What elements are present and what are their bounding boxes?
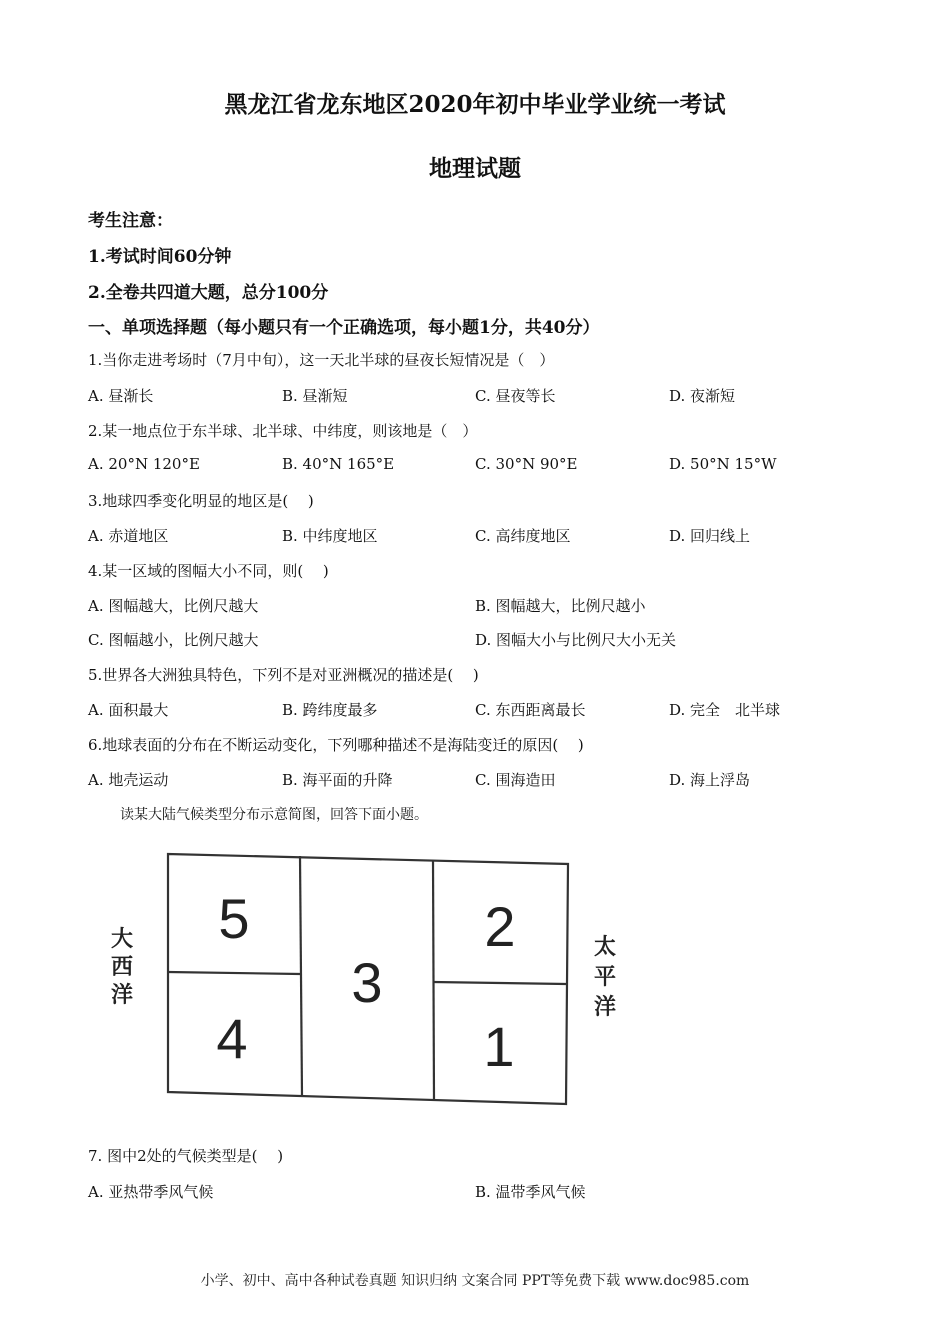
pacific-label-char: 太 xyxy=(593,935,616,960)
pacific-label xyxy=(592,933,618,1023)
option-b: B. 昼渐短 xyxy=(282,387,348,405)
divider-line xyxy=(433,860,434,1100)
atlantic-label-char: 洋 xyxy=(110,983,134,1008)
option-c: C. 围海造田 xyxy=(475,771,556,789)
region-label-2: 2 xyxy=(484,895,516,958)
option-b: B. 温带季风气候 xyxy=(475,1183,586,1201)
climate-diagram xyxy=(100,846,600,1106)
region-label-4: 4 xyxy=(216,1007,248,1070)
notice-item: 2.全卷共四道大题，总分100分 xyxy=(88,283,329,303)
region-label-3: 3 xyxy=(351,951,383,1014)
option-d: D. 回归线上 xyxy=(669,527,751,545)
option-a: A. 亚热带季风气候 xyxy=(88,1183,214,1201)
divider-line xyxy=(433,982,566,984)
option-c: C. 高纬度地区 xyxy=(475,527,571,545)
question-text: 3.地球四季变化明显的地区是( ) xyxy=(88,492,314,510)
notice-item: 1.考试时间60分钟 xyxy=(88,247,232,267)
section-heading: 一、单项选择题（每小题只有一个正确选项，每小题1分，共40分） xyxy=(88,318,600,338)
option-c: C. 东西距离最长 xyxy=(475,701,586,719)
option-b: B. 跨纬度最多 xyxy=(282,701,378,719)
option-b: B. 海平面的升降 xyxy=(282,771,393,789)
question-text: 1.当你走进考场时（7月中旬），这一天北半球的昼夜长短情况是（ ） xyxy=(88,351,555,369)
question-text: 7. 图中2处的气候类型是( ) xyxy=(88,1147,284,1165)
question-text: 4.某一区域的图幅大小不同，则( ) xyxy=(88,562,329,580)
option-d: D. 50°N 15°W xyxy=(669,455,777,473)
option-d: D. 海上浮岛 xyxy=(669,771,751,789)
option-c: C. 30°N 90°E xyxy=(475,455,578,473)
option-a: A. 20°N 120°E xyxy=(88,455,200,473)
diagram-caption: 读某大陆气候类型分布示意简图，回答下面小题。 xyxy=(120,807,428,823)
pacific-label-char: 平 xyxy=(593,965,616,990)
atlantic-label-char: 大 xyxy=(110,927,134,952)
question-text: 2.某一地点位于东半球、北半球、中纬度，则该地是（ ） xyxy=(88,422,478,440)
option-b: B. 中纬度地区 xyxy=(282,527,378,545)
notice-heading: 考生注意： xyxy=(88,211,173,231)
divider-line xyxy=(168,972,300,974)
option-b: B. 40°N 165°E xyxy=(282,455,395,473)
option-a: A. 图幅越大，比例尺越大 xyxy=(88,597,259,615)
region-label-5: 5 xyxy=(218,887,250,950)
option-a: A. 昼渐长 xyxy=(88,387,154,405)
option-c: C. 昼夜等长 xyxy=(475,387,556,405)
question-text: 6.地球表面的分布在不断运动变化，下列哪种描述不是海陆变迁的原因( ) xyxy=(88,736,584,754)
option-d: D. 图幅大小与比例尺大小无关 xyxy=(475,631,677,649)
option-a: A. 地壳运动 xyxy=(88,771,169,789)
question-text: 5.世界各大洲独具特色，下列不是对亚洲概况的描述是( ) xyxy=(88,666,479,684)
option-a: A. 面积最大 xyxy=(88,701,169,719)
page-footer: 小学、初中、高中各种试卷真题 知识归纳 文案合同 PPT等免费下载 www.doc985.com xyxy=(200,1273,750,1289)
atlantic-label-char: 西 xyxy=(110,955,134,980)
page-title: 黑龙江省龙东地区2020年初中毕业学业统一考试 xyxy=(224,91,726,118)
option-b: B. 图幅越大，比例尺越小 xyxy=(475,597,646,615)
option-d: D. 完全 北半球 xyxy=(669,701,781,719)
option-d: D. 夜渐短 xyxy=(669,387,736,405)
option-a: A. 赤道地区 xyxy=(88,527,169,545)
pacific-label-char: 洋 xyxy=(593,995,616,1020)
page-subtitle: 地理试题 xyxy=(429,155,521,182)
option-c: C. 图幅越小，比例尺越大 xyxy=(88,631,259,649)
region-label-1: 1 xyxy=(483,1015,515,1078)
divider-line xyxy=(300,856,302,1096)
